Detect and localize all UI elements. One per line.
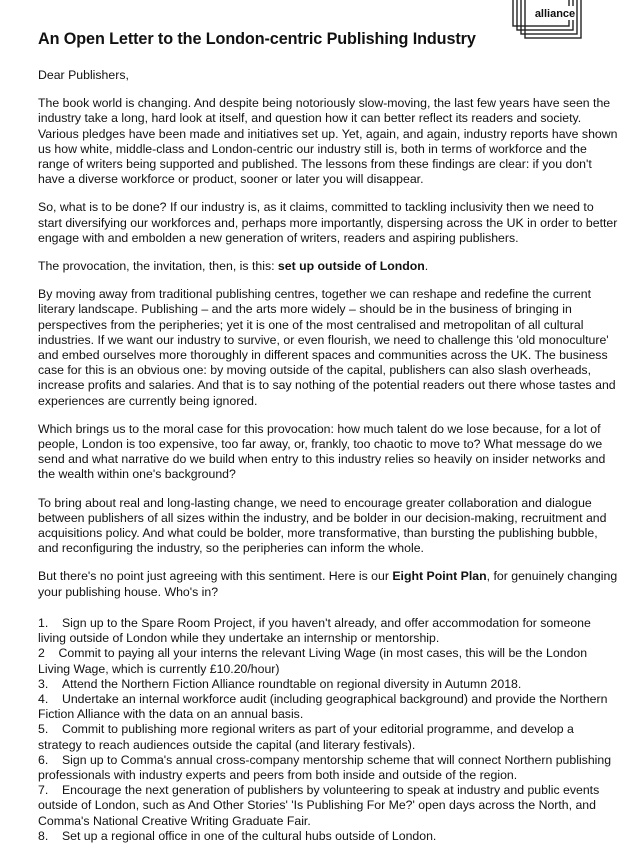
plan-item-number: 2 xyxy=(38,646,45,661)
plan-item-text: Undertake an internal workforce audit (including geographical background) and provide the Northern Fiction Alliance with the data on an annual basis. xyxy=(38,691,608,722)
plan-item xyxy=(38,783,618,829)
plan-item-text: Commit to paying all your interns the relevant Living Wage (in most cases, this will be the London Living Wage, which is currently £10.20/hour) xyxy=(38,646,588,676)
plan-item xyxy=(38,616,618,646)
plan-emphasis: Eight Point Plan xyxy=(392,569,487,584)
paragraph-intro: The book world is changing. And despite being notoriously slow-moving, the last few years have seen the industry take a long, hard look at itself, and question how it can better reflect its readers and society. Various pledges have been made and initiatives set up. Yet, again, and again, industry reports have shown us how white, middle-class and London-centric our industry still is, both in terms of workforce and the range of writers being supported and published. The lessons from these findings are clear: if you don't have a diverse workforce or product, sooner or later you will disappear. xyxy=(38,96,618,187)
salutation: Dear Publishers, xyxy=(38,68,129,82)
plan-item-text: Set up a regional office in one of the cultural hubs outside of London. xyxy=(61,828,437,843)
provocation-emphasis: set up outside of London xyxy=(277,259,425,274)
plan-item-number: 4. xyxy=(38,691,49,706)
paragraph-collaboration: To bring about real and long-lasting change, we need to encourage greater collaboration and dialogue between publishers of all sizes within the industry, and be bolder in our decision-making, recruitment and acquisitions policy. And what could be bolder, more transformative, than bursting the publishing bubble, and reconfiguring the industry, so the peripheries can inform the whole. xyxy=(38,495,607,556)
plan-item-text: Sign up to the Spare Room Project, if you haven't already, and offer accommodation for someone living outside of London while they undertake an internship or mentorship. xyxy=(38,615,591,646)
plan-item-text: Sign up to Comma's annual cross-company mentorship scheme that will connect Northern publishing professionals with industry experts and peers from both inside and outside of the region. xyxy=(38,752,612,782)
provocation-intro: The provocation, the invitation, then, is this: xyxy=(38,259,278,274)
logo-text: alliance xyxy=(534,8,576,20)
plan-item-number: 7. xyxy=(38,783,49,798)
letter-title: An Open Letter to the London-centric Publishing Industry xyxy=(38,30,476,48)
plan-item xyxy=(38,646,618,676)
plan-item-number: 1. xyxy=(38,615,49,630)
plan-item-text: Commit to publishing more regional writers as part of your editorial programme, and develop a strategy to reach audiences outside the capital (and literary festivals). xyxy=(38,722,574,752)
plan-item xyxy=(38,692,618,722)
plan-item-number: 3. xyxy=(38,676,49,691)
eight-point-plan-list xyxy=(38,616,618,844)
plan-item xyxy=(38,677,618,692)
paragraph-what-to-do: So, what is to be done? If our industry is, as it claims, committed to tackling inclusivity then we need to start diversifying our workforces and, perhaps more importantly, dispersing across the UK in order to better engage with and embolden a new generation of writers, readers and aspiring publishers. xyxy=(38,200,618,245)
plan-intro: But there's no point just agreeing with this sentiment. Here is our xyxy=(38,569,393,584)
plan-item xyxy=(38,753,618,783)
paragraph-plan-intro xyxy=(38,569,618,599)
provocation-end: . xyxy=(424,259,429,274)
paragraph-moral-case: Which brings us to the moral case for this provocation: how much talent do we lose because, for a lot of people, London is too expensive, too far away, or, frankly, too chaotic to move to? What message do we send and what narrative do we build when entry to this industry relies so heavily on insider networks and the wealth within one's background? xyxy=(38,421,606,482)
plan-item-number: 8. xyxy=(38,828,49,843)
plan-item xyxy=(38,829,618,844)
letter-page xyxy=(38,28,618,844)
plan-intro-end: , for genuinely changing your publishing house. Who's in? xyxy=(38,569,618,599)
plan-item-number: 6. xyxy=(38,752,49,767)
plan-item-text: Attend the Northern Fiction Alliance roundtable on regional diversity in Autumn 2018. xyxy=(61,676,522,691)
plan-item-text: Encourage the next generation of publishers by volunteering to speak at industry and public events outside of London, such as And Other Stories' 'Is Publishing For Me?' open days across the North, and Comma's National Creative Writing Graduate Fair. xyxy=(38,783,600,828)
paragraph-business-case: By moving away from traditional publishing centres, together we can reshape and redefine the current literary landscape. Publishing – and the arts more widely – should be in the business of bringing in perspectives from the peripheries; yet it is one of the most centralised and metropolitan of all cultural industries. If we want our industry to survive, or even flourish, we need to challenge this 'old monoculture' and embed ourselves more thoroughly in different spaces and communities across the UK. The business case for this is an obvious one: by moving outside of the capital, publishers can also slash overheads, increase profits and salaries. And that is to say nothing of the potential readers out there whose tastes and experiences are currently being ignored. xyxy=(38,287,616,408)
paragraph-provocation xyxy=(38,259,618,274)
plan-item-number: 5. xyxy=(38,722,49,737)
plan-item xyxy=(38,722,618,752)
